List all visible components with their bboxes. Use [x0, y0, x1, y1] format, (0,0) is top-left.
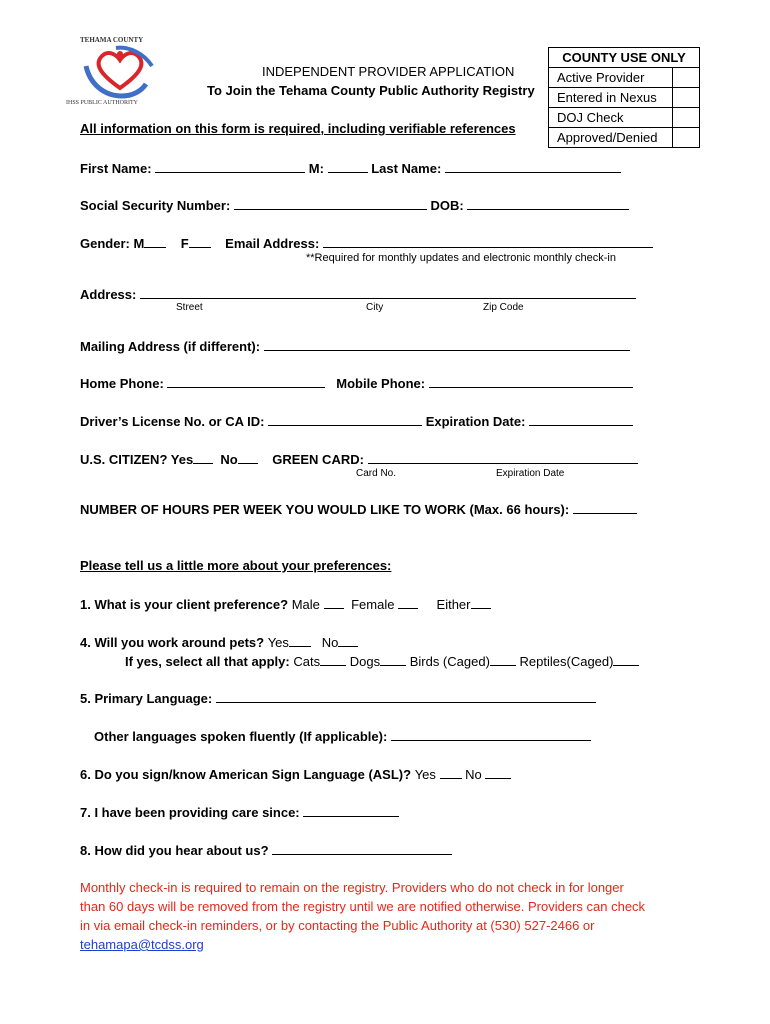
checkin-notice-line: Monthly check-in is required to remain on the registry. Providers who do not check in for longer [80, 880, 624, 895]
q6-label: 6. Do you sign/know American Sign Language (ASL)? [80, 767, 412, 782]
q7-label: 7. I have been providing care since: [80, 805, 300, 820]
ssn-row [80, 196, 629, 213]
citizen-row [80, 450, 638, 467]
q6-no-label: No [465, 767, 482, 782]
city-caption: City [366, 302, 384, 313]
other-languages-field[interactable] [391, 727, 591, 741]
logo-bottom-text: IHSS PUBLIC AUTHORITY [66, 100, 139, 106]
pet-cats-label: Cats [293, 654, 321, 669]
address-label: Address: [80, 287, 137, 302]
q1-either-label: Either [436, 597, 471, 612]
q7-row [80, 803, 399, 820]
pet-reptiles-label: Reptiles(Caged) [519, 654, 614, 669]
pet-dogs-label: Dogs [349, 654, 381, 669]
checkin-notice-line: in via email check-in reminders, or by contacting the Public Authority at (530) 527-2466 or [80, 918, 595, 933]
pet-cats-field[interactable] [320, 652, 346, 666]
q4-label: 4. Will you work around pets? [80, 635, 265, 650]
hours-field[interactable] [573, 500, 637, 514]
zip-caption: Zip Code [483, 302, 524, 313]
q1-either-field[interactable] [471, 595, 491, 609]
citizen-no-label: No [220, 452, 238, 467]
home-phone-field[interactable] [167, 374, 325, 388]
pets-row [125, 652, 639, 669]
card-no-caption: Card No. [356, 468, 397, 479]
q6-yes-field[interactable] [440, 765, 462, 779]
gender-female-label: F [180, 236, 189, 251]
q8-row [80, 841, 452, 858]
primary-language-field[interactable] [216, 689, 596, 703]
address-field[interactable] [140, 285, 636, 299]
other-languages-label: Other languages spoken fluently (If applicable): [94, 729, 388, 744]
q4-row [80, 633, 358, 650]
dob-label: DOB: [430, 198, 464, 213]
hours-label: NUMBER OF HOURS PER WEEK YOU WOULD LIKE TO WORK (Max. 66 hours): [80, 502, 570, 517]
q5-row [80, 689, 596, 706]
hours-row [80, 500, 637, 517]
pet-birds-field[interactable] [490, 652, 516, 666]
street-caption: Street [176, 302, 203, 313]
last-name-label: Last Name: [371, 161, 442, 176]
email-note: **Required for monthly updates and electronic monthly check-in [306, 252, 616, 264]
license-expiration-field[interactable] [529, 412, 633, 426]
county-box-row [549, 108, 699, 128]
heart-hands-icon [80, 44, 160, 104]
form-notice: All information on this form is required, including verifiable references [80, 121, 516, 136]
gender-male-label: Gender: M [80, 236, 145, 251]
name-row [80, 159, 621, 176]
first-name-label: First Name: [80, 161, 152, 176]
q1-male-label: Male [291, 597, 320, 612]
county-box-checkbox[interactable] [673, 88, 699, 107]
checkin-notice-line: than 60 days will be removed from the registry until we are notified otherwise. Providers can check [80, 899, 646, 914]
q4-yes-field[interactable] [289, 633, 311, 647]
q4-no-field[interactable] [338, 633, 358, 647]
county-box-checkbox[interactable] [673, 108, 699, 127]
logo [66, 36, 160, 110]
green-card-label: GREEN CARD: [272, 452, 364, 467]
license-field[interactable] [268, 412, 422, 426]
county-box-label: Active Provider [549, 68, 673, 87]
county-box-title: COUNTY USE ONLY [549, 48, 699, 68]
contact-email-link[interactable]: tehamapa@tcdss.org [80, 937, 204, 952]
form-title: INDEPENDENT PROVIDER APPLICATION [262, 64, 515, 79]
q1-row [80, 595, 491, 612]
gender-male-field[interactable] [144, 234, 166, 248]
q6-yes-label: Yes [414, 767, 436, 782]
logo-top-text: TEHAMA COUNTY [80, 36, 144, 44]
citizen-no-field[interactable] [238, 450, 258, 464]
citizen-yes-field[interactable] [193, 450, 213, 464]
email-field[interactable] [323, 234, 653, 248]
q4-yes-label: Yes [267, 635, 289, 650]
pet-reptiles-field[interactable] [613, 652, 639, 666]
county-use-box [548, 47, 700, 148]
form-subtitle: To Join the Tehama County Public Authority Registry [207, 83, 535, 98]
pets-select-label: If yes, select all that apply: [125, 654, 290, 669]
q5-label: 5. Primary Language: [80, 691, 213, 706]
last-name-field[interactable] [445, 159, 621, 173]
middle-initial-label: M: [308, 161, 324, 176]
q6-no-field[interactable] [485, 765, 511, 779]
mobile-phone-field[interactable] [429, 374, 633, 388]
preferences-heading: Please tell us a little more about your preferences: [80, 558, 392, 573]
dob-field[interactable] [467, 196, 629, 210]
q6-row [80, 765, 511, 782]
county-box-label: Entered in Nexus [549, 88, 673, 107]
ssn-field[interactable] [234, 196, 427, 210]
license-row [80, 412, 633, 429]
mailing-address-field[interactable] [264, 337, 630, 351]
q1-female-label: Female [351, 597, 395, 612]
q8-label: 8. How did you hear about us? [80, 843, 269, 858]
q4-no-label: No [321, 635, 339, 650]
mobile-phone-label: Mobile Phone: [336, 376, 426, 391]
address-row [80, 285, 636, 302]
middle-initial-field[interactable] [328, 159, 368, 173]
heard-about-field[interactable] [272, 841, 452, 855]
county-box-checkbox[interactable] [673, 68, 699, 87]
care-since-field[interactable] [303, 803, 399, 817]
home-phone-label: Home Phone: [80, 376, 164, 391]
q1-label: 1. What is your client preference? [80, 597, 289, 612]
license-expiration-label: Expiration Date: [425, 414, 526, 429]
county-box-label: DOJ Check [549, 108, 673, 127]
pet-birds-label: Birds (Caged) [409, 654, 490, 669]
county-box-row [549, 128, 699, 147]
county-box-row [549, 88, 699, 108]
gender-email-row [80, 234, 653, 251]
gender-female-field[interactable] [189, 234, 211, 248]
card-expiration-caption: Expiration Date [496, 468, 565, 479]
first-name-field[interactable] [155, 159, 305, 173]
q1-male-field[interactable] [324, 595, 344, 609]
citizen-yes-label: U.S. CITIZEN? Yes [80, 452, 194, 467]
county-box-row [549, 68, 699, 88]
county-box-label: Approved/Denied [549, 128, 673, 147]
checkin-notice [80, 878, 720, 954]
pet-dogs-field[interactable] [380, 652, 406, 666]
email-label: Email Address: [225, 236, 320, 251]
phone-row [80, 374, 633, 391]
q5-other-row [94, 727, 591, 744]
county-box-checkbox[interactable] [673, 128, 699, 147]
ssn-label: Social Security Number: [80, 198, 231, 213]
license-label: Driver’s License No. or CA ID: [80, 414, 265, 429]
q1-female-field[interactable] [398, 595, 418, 609]
mailing-address-label: Mailing Address (if different): [80, 339, 261, 354]
mailing-row [80, 337, 630, 354]
green-card-field[interactable] [368, 450, 638, 464]
